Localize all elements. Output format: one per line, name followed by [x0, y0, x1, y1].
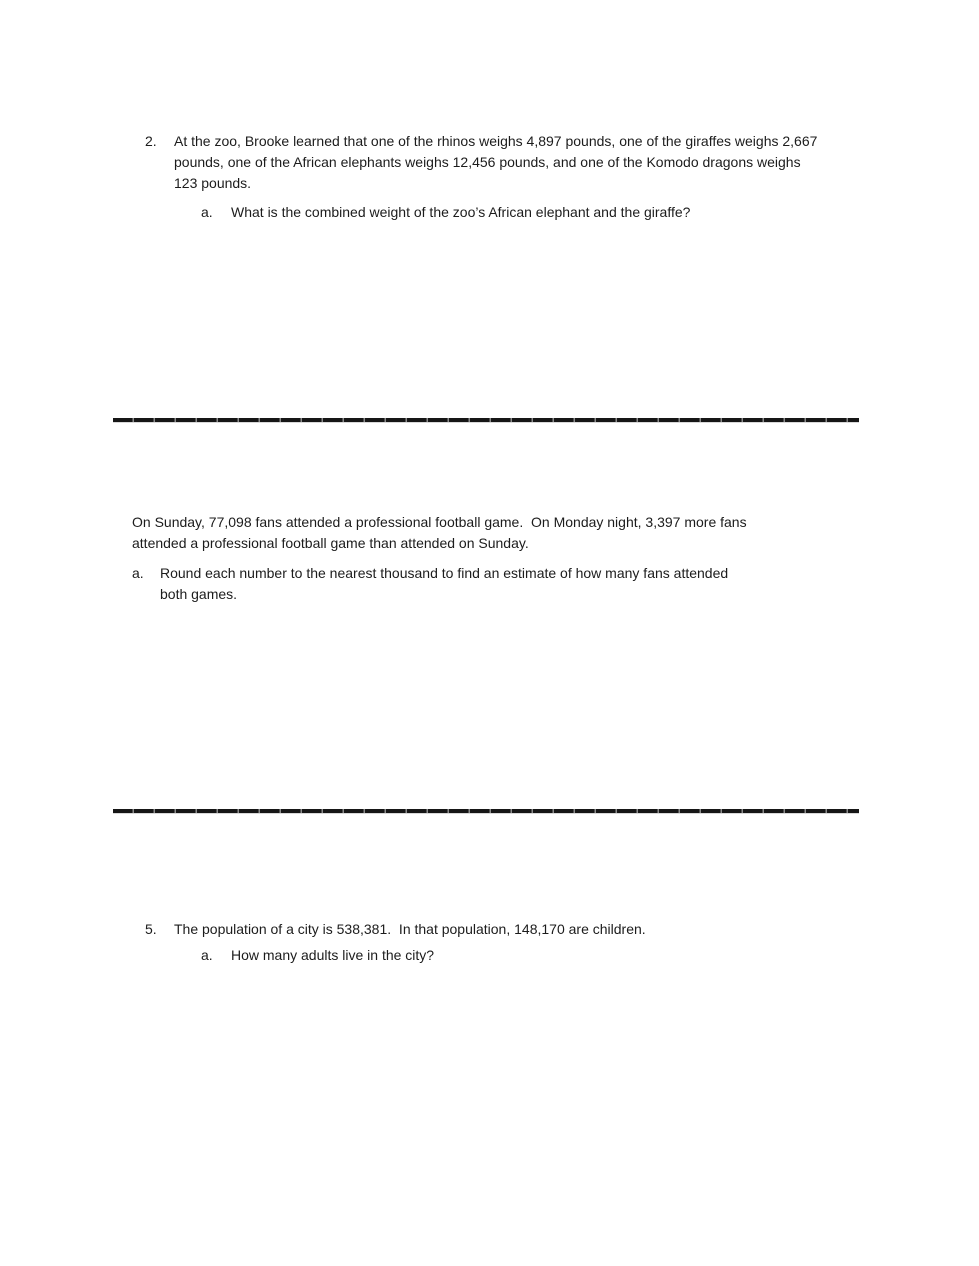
problem-2-part-a-body — [231, 202, 690, 223]
problem-football — [132, 512, 747, 605]
separator-line — [113, 418, 859, 422]
problem-2-part-a-line: What is the combined weight of the zoo’s African elephant and the giraffe? — [231, 204, 691, 220]
problem-5-part-a-line: How many adults live in the city? — [231, 947, 435, 963]
problem-5 — [145, 919, 646, 966]
problem-5-part-a — [201, 945, 646, 966]
problem-5-part-a-letter: a. — [201, 947, 213, 963]
problem-football-part-a-line: Round each number to the nearest thousand to find an estimate of how many fans attended — [160, 565, 729, 581]
problem-5-number: 5. — [145, 921, 157, 937]
problem-football-part-a-line: both games. — [160, 586, 238, 602]
problem-2-part-a-letter: a. — [201, 204, 213, 220]
problem-2-body — [174, 131, 817, 223]
problem-football-part-a — [132, 563, 747, 605]
problem-football-line: On Sunday, 77,098 fans attended a professional football game. On Monday night, 3,397 more fans — [132, 514, 747, 530]
problem-5-line: The population of a city is 538,381. In that population, 148,170 are children. — [174, 921, 646, 937]
problem-football-part-a-body — [160, 563, 728, 605]
problem-football-line: attended a professional football game than attended on Sunday. — [132, 535, 529, 551]
problem-2-line: 123 pounds. — [174, 175, 252, 191]
problem-2-number: 2. — [145, 133, 157, 149]
problem-2-part-a — [201, 202, 817, 223]
problem-2-line: pounds, one of the African elephants weighs 12,456 pounds, and one of the Komodo dragons weighs — [174, 154, 801, 170]
problem-football-part-a-letter: a. — [132, 565, 144, 581]
problem-5-body — [174, 919, 646, 966]
separator-line — [113, 809, 859, 813]
problem-2-line: At the zoo, Brooke learned that one of the rhinos weighs 4,897 pounds, one of the giraffes weighs 2,667 — [174, 133, 818, 149]
problem-5-part-a-body — [231, 945, 434, 966]
problem-2 — [145, 131, 817, 223]
problem-football-body — [132, 512, 747, 605]
